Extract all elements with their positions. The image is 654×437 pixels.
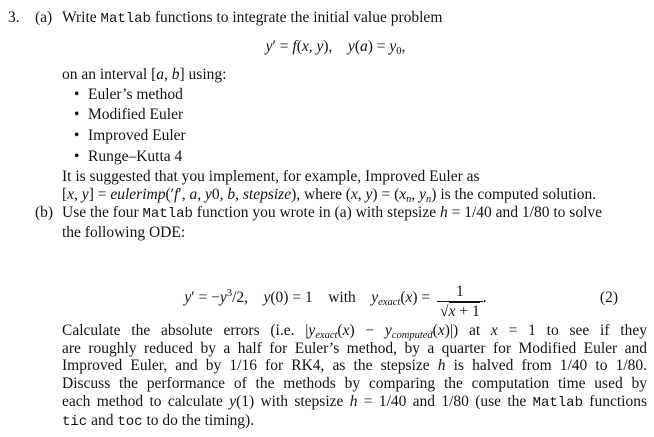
part-a-row (8, 9, 647, 28)
fraction (437, 284, 483, 320)
closing-line: Discuss the performance of the methods by comparing the computation time used by (62, 375, 647, 393)
part-b-intro: Use the four Matlab function you wrote in (a) with stepsize h = 1/40 and 1/80 to solve the following ODE: (62, 204, 603, 241)
closing-line: are roughly reduced by a half for Euler’s method, by a quarter for Modified Euler and (62, 339, 647, 357)
equation-ode-main: $y' = -y^3/2$, y(0) = 1 with $y_{exact}(x)$ = (184, 288, 435, 309)
equation-period: . (482, 289, 487, 307)
part-b-label: (b) (35, 204, 54, 222)
sqrt-icon: √ (440, 303, 449, 321)
method-label: Modified Euler (88, 106, 184, 124)
bullet-icon: • (74, 85, 80, 103)
method-label: Euler’s method (88, 85, 183, 103)
method-label: Runge–Kutta 4 (88, 147, 183, 165)
bullet-icon: • (74, 126, 80, 144)
methods-list (62, 86, 647, 166)
list-item (62, 86, 647, 104)
closing-line: tic and toc to do the timing). (62, 412, 255, 431)
suggestion-paragraph: It is suggested that you implement, for example, Improved Euler as [x, y] = eulerimp(′f′, a, y0, b, stepsize), where (x, $y) = (x_n$, $y_n$) is the computed solution. (62, 168, 597, 205)
part-a-label: (a) (35, 9, 53, 26)
list-item (62, 148, 647, 166)
closing-line: Improved Euler, and by 1/16 for RK4, as the stepsize h is halved from 1/40 to 1/80. (62, 357, 647, 375)
equation-ode (62, 275, 647, 320)
part-a-body (62, 66, 647, 203)
bullet-icon: • (74, 147, 80, 165)
bullet-icon: • (74, 106, 80, 124)
list-item (62, 127, 647, 145)
equation-ivp: y′ = f(x, y), $y(a) = y_0$, (265, 38, 406, 57)
interval-line: on an interval [a, b] using: (62, 66, 227, 83)
method-label: Improved Euler (88, 126, 186, 144)
closing-line: each method to calculate y(1) with stepsize h = 1/40 and 1/80 (use the Matlab functions (62, 392, 647, 411)
list-item (62, 106, 647, 124)
problem-number: 3. (8, 9, 20, 26)
fraction-numerator: 1 (456, 283, 464, 301)
closing-paragraph (62, 322, 647, 432)
closing-line: Calculate the absolute errors (i.e. $|y_{exact}(x) - y_{computed}(x)|$) at x = 1 to see if they (62, 322, 647, 342)
radicand: x + 1 (448, 303, 480, 321)
part-b-row (8, 204, 647, 241)
equation-number: (2) (599, 289, 618, 307)
part-a-intro: Write Matlab functions to integrate the initial value problem (62, 9, 443, 27)
fraction-denominator (437, 301, 483, 320)
